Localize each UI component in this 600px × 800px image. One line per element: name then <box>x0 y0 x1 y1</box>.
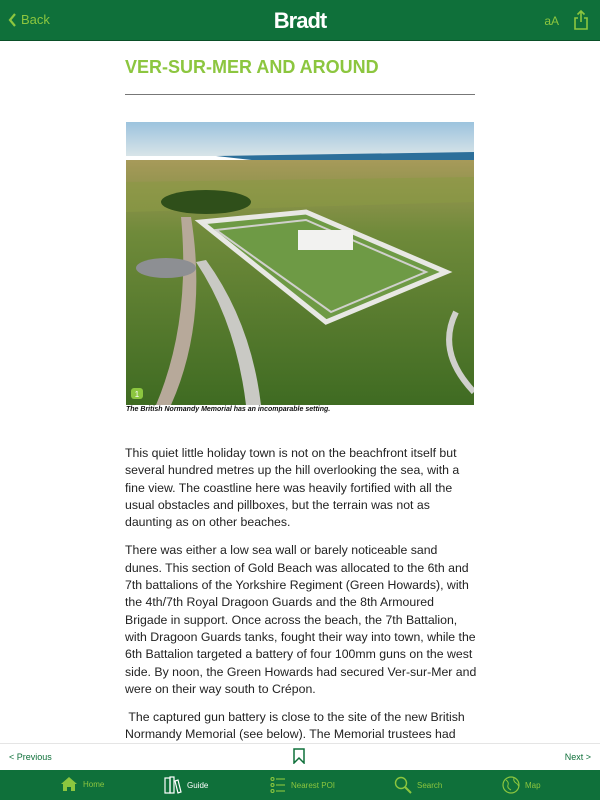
text-size-button[interactable]: aA <box>544 14 559 28</box>
back-label: Back <box>21 12 50 27</box>
tab-label: Guide <box>187 780 209 790</box>
tab-nearest-poi[interactable] <box>270 776 335 794</box>
pager <box>0 743 600 770</box>
home-icon <box>60 776 78 792</box>
tab-map[interactable] <box>502 776 541 794</box>
tab-label: Map <box>525 780 541 790</box>
share-icon[interactable] <box>574 10 588 30</box>
tab-label: Search <box>417 780 443 790</box>
photo-badge: 1 <box>134 390 140 399</box>
guide-icon <box>164 776 182 794</box>
search-icon <box>394 776 412 794</box>
paragraph: There was either a low sea wall or barely noticeable sand dunes. This section of Gold Beach was allocated to the 6th and 7th battalions of the Yorkshire Regiment (Green Howards), with the 4th/7th Royal Dragoon Guards and the 8th Armoured Brigade in support. Once across the beach, the 7th Battalion, with Dragoon Guards tanks, fought their way into town, while the 6th Battalion targeted a battery of four 100mm guns on the west side. By noon, the Green Howards had secured Ver-sur-Mer and were on their way south to Crépon. <box>125 543 477 696</box>
article-content[interactable] <box>0 41 600 743</box>
paragraph: This quiet little holiday town is not on the beachfront itself but several hundred metres up the hill overlooking the sea, with a fine view. The coastline here was heavily fortified with all the usual obstacles and pillboxes, but the terrain was not as daunting as on other beaches. <box>125 446 460 530</box>
paragraph: The captured gun battery is close to the site of the new British Normandy Memorial (see below). The Memorial trustees had <box>125 710 469 742</box>
tab-home[interactable] <box>60 776 104 792</box>
page-title: VER-SUR-MER AND AROUND <box>125 57 379 77</box>
top-bar <box>0 0 600 41</box>
globe-icon <box>502 776 520 794</box>
bradt-logo: Bradt <box>273 8 327 33</box>
tab-label: Nearest POI <box>291 780 336 790</box>
photo-caption: The British Normandy Memorial has an incomparable setting. <box>126 406 331 413</box>
tab-search[interactable] <box>394 776 442 794</box>
tab-bar <box>0 770 600 800</box>
tab-label: Home <box>83 779 105 789</box>
memorial-photo <box>126 122 474 405</box>
divider <box>125 94 475 95</box>
bookmark-icon[interactable] <box>293 748 305 764</box>
list-icon <box>270 776 286 794</box>
tab-guide[interactable] <box>164 776 208 794</box>
previous-button[interactable]: < Previous <box>9 752 52 762</box>
article-body <box>125 445 477 743</box>
next-button[interactable]: Next > <box>564 752 591 762</box>
